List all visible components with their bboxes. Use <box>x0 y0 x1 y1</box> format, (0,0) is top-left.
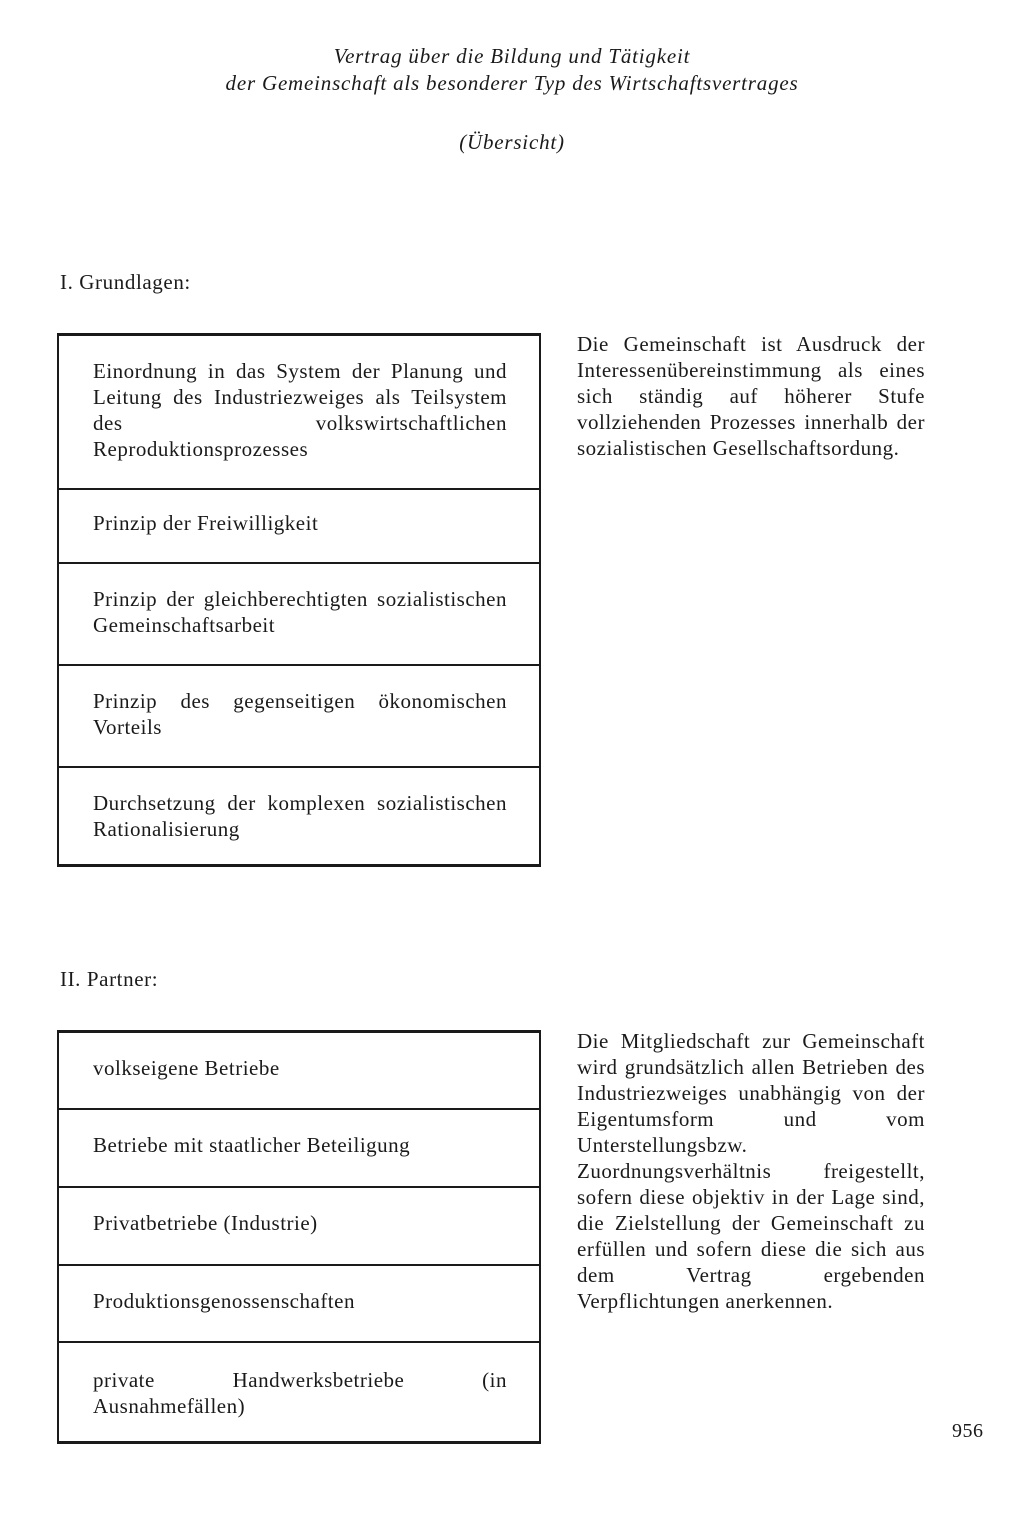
partner-cell <box>59 1188 539 1266</box>
partner-box <box>57 1030 541 1444</box>
partner-cell <box>59 1110 539 1188</box>
partner-cell-text: Privatbetriebe (Industrie) <box>93 1211 318 1235</box>
partner-cell <box>59 1343 539 1441</box>
grundlagen-side-text: Die Gemeinschaft ist Ausdruck der Interessenübereinstimmung als eines sich ständig auf höherer Stufe vollziehenden Prozesses innerhalb der sozialistischen Gesellschaftsordung. <box>577 332 925 460</box>
partner-cell <box>59 1033 539 1110</box>
partner-side-text: Die Mitgliedschaft zur Gemeinschaft wird grundsätzlich allen Betrieben des Industriezweiges unabhängig von der Eigentumsform und vom Unterstellungsbzw. Zuordnungsverhältnis freigestellt, sofern diese objektiv in der Lage sind, die Zielstellung der Gemeinschaft zu erfüllen und sofern diese die sich aus dem Vertrag ergebenden Verpflichtungen anerkennen. <box>577 1029 925 1313</box>
grundlagen-cell <box>59 768 539 864</box>
grundlagen-cell-text: Prinzip der gleichberechtigten sozialistischen Gemeinschaftsarbeit <box>93 587 507 637</box>
grundlagen-cell-text: Prinzip des gegenseitigen ökonomischen Vorteils <box>93 689 507 739</box>
document-title-line-2: der Gemeinschaft als besonderer Typ des Wirtschaftsvertrages <box>225 71 799 95</box>
section-heading-partner: II. Partner: <box>60 967 159 991</box>
document-subtitle: (Übersicht) <box>459 130 565 154</box>
grundlagen-cell-text: Einordnung in das System der Planung und Leitung des Industriezweiges als Teilsystem des volkswirtschaftlichen Reproduktionsprozesses <box>93 359 507 461</box>
partner-cell-text: private Handwerksbetriebe (in Ausnahmefällen) <box>93 1368 507 1418</box>
grundlagen-cell <box>59 336 539 490</box>
grundlagen-cell <box>59 666 539 768</box>
grundlagen-box <box>57 333 541 867</box>
grundlagen-cell-text: Durchsetzung der komplexen sozialistischen Rationalisierung <box>93 791 507 841</box>
partner-cell <box>59 1266 539 1343</box>
section-heading-grundlagen: I. Grundlagen: <box>60 270 191 294</box>
grundlagen-cell-text: Prinzip der Freiwilligkeit <box>93 511 319 535</box>
grundlagen-cell <box>59 490 539 564</box>
partner-cell-text: volkseigene Betriebe <box>93 1056 280 1080</box>
page-number: 956 <box>952 1420 984 1442</box>
partner-cell-text: Produktionsgenossenschaften <box>93 1289 355 1313</box>
grundlagen-cell <box>59 564 539 666</box>
partner-cell-text: Betriebe mit staatlicher Beteiligung <box>93 1133 411 1157</box>
document-title-line-1: Vertrag über die Bildung und Tätigkeit <box>333 44 691 68</box>
